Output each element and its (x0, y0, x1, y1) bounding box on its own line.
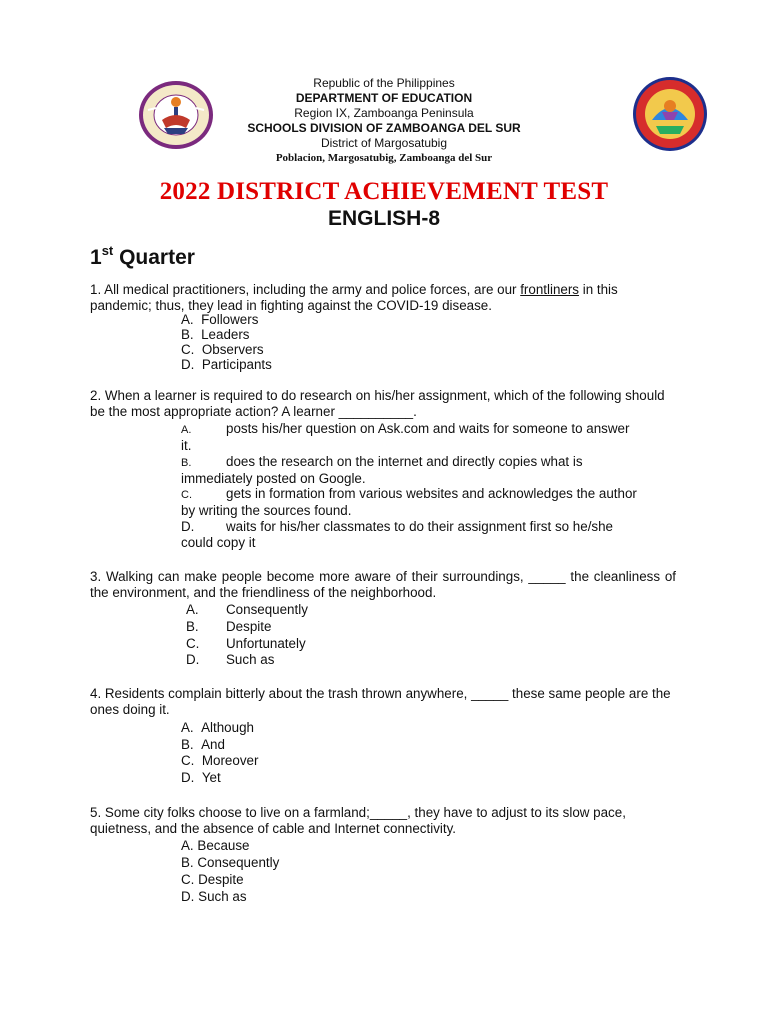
option-text: Despite (198, 872, 244, 887)
document-header (0, 76, 768, 166)
quarter-heading (90, 244, 195, 270)
option-text: posts his/her question on Ask.com and waits for someone to answer it. (181, 421, 630, 453)
option-text: Observers (201, 342, 264, 357)
option-letter: C. (181, 489, 192, 501)
test-title: 2022 DISTRICT ACHIEVEMENT TEST (159, 178, 609, 205)
question-2-option-b (181, 454, 641, 487)
option-text: Although (201, 720, 254, 735)
option-text: Consequently (197, 855, 280, 870)
option-letter: D. (181, 770, 195, 785)
option-letter: D. (186, 652, 200, 667)
question-5-stem: 5. Some city folks choose to live on a farmland;_____, they have to adjust to its slow pace, quietness, and the absence of cable and Internet connectivity. (90, 805, 626, 836)
question-4-option-b (181, 737, 225, 753)
question-3-option-d (186, 652, 274, 668)
option-letter: C. (181, 872, 195, 887)
header-division: SCHOOLS DIVISION OF ZAMBOANGA DEL SUR (247, 121, 521, 135)
header-republic: Republic of the Philippines (313, 76, 455, 90)
question-1-option-a (181, 312, 258, 328)
question-4-stem: 4. Residents complain bitterly about the trash thrown anywhere, _____ these same people are the ones doing it. (90, 686, 671, 717)
option-letter: D. (181, 519, 195, 534)
question-3-option-b (186, 619, 271, 635)
question-3-stem: 3. Walking can make people become more aware of their surroundings, _____ the cleanliness of the environment, and the friendliness of the neighborhood. (90, 569, 676, 600)
option-letter: D. (181, 889, 195, 904)
header-region: Region IX, Zamboanga Peninsula (294, 106, 474, 120)
question-1-option-d (181, 357, 272, 373)
option-letter: B. (181, 737, 194, 752)
question-2-stem: 2. When a learner is required to do research on his/her assignment, which of the following should be the most appropriate action? A learner __________. (90, 388, 665, 419)
question-2-option-c (181, 486, 641, 519)
option-text: Leaders (201, 327, 250, 342)
question-4-option-c (181, 753, 258, 769)
quarter-number: 1 (90, 246, 102, 269)
question-3-option-a (186, 602, 308, 618)
question-5-option-c (181, 872, 244, 888)
option-text: Because (197, 838, 250, 853)
option-letter: B. (186, 619, 199, 634)
header-district: District of Margosatubig (320, 136, 448, 150)
question-1-text-b: in this pandemic; thus, they lead in fighting against the COVID-19 disease. (90, 282, 618, 313)
option-text: Consequently (226, 602, 308, 617)
option-letter: B. (181, 457, 192, 469)
quarter-word: Quarter (119, 246, 195, 269)
option-text: Unfortunately (226, 636, 306, 651)
header-address: Poblacion, Margosatubig, Zamboanga del Sur (275, 152, 493, 164)
option-letter: C. (181, 342, 195, 357)
option-letter: B. (181, 327, 194, 342)
option-text: does the research on the internet and directly copies what is immediately posted on Google. (181, 454, 583, 486)
option-letter: A. (181, 312, 194, 327)
question-5-option-a (181, 838, 250, 854)
option-text: Yet (201, 770, 221, 785)
option-text: Such as (226, 652, 275, 667)
option-text: Participants (201, 357, 272, 372)
option-text: gets in formation from various websites and acknowledges the author by writing the sources found. (181, 486, 637, 518)
question-1-option-b (181, 327, 250, 343)
option-letter: A. (186, 602, 199, 617)
option-text: Followers (201, 312, 259, 327)
option-text: Moreover (201, 753, 259, 768)
question-2-option-d (181, 519, 641, 551)
question-1-underlined-word: frontliners (520, 282, 579, 297)
question-4-option-d (181, 770, 221, 786)
question-1-option-c (181, 342, 264, 358)
question-5-option-d (181, 889, 247, 905)
option-letter: D. (181, 357, 195, 372)
option-letter: C. (186, 636, 200, 651)
question-5-option-b (181, 855, 279, 871)
option-letter: B. (181, 855, 194, 870)
question-1-stem (90, 282, 676, 314)
question-2-option-a (181, 421, 641, 454)
question-1-text-a: 1. All medical practitioners, including the army and police forces, are our (90, 282, 521, 297)
option-text: Such as (198, 889, 247, 904)
option-letter: A. (181, 720, 194, 735)
option-text: And (201, 737, 225, 752)
question-4-option-a (181, 720, 254, 736)
option-letter: A. (181, 838, 194, 853)
option-letter: A. (181, 424, 192, 436)
quarter-suffix: st (101, 243, 114, 258)
subject-title: ENGLISH-8 (327, 207, 440, 230)
question-3-option-c (186, 636, 306, 652)
option-text: waits for his/her classmates to do their assignment first so he/she could copy it (181, 519, 614, 550)
header-department: DEPARTMENT OF EDUCATION (295, 91, 473, 105)
option-text: Despite (226, 619, 272, 634)
option-letter: C. (181, 753, 195, 768)
